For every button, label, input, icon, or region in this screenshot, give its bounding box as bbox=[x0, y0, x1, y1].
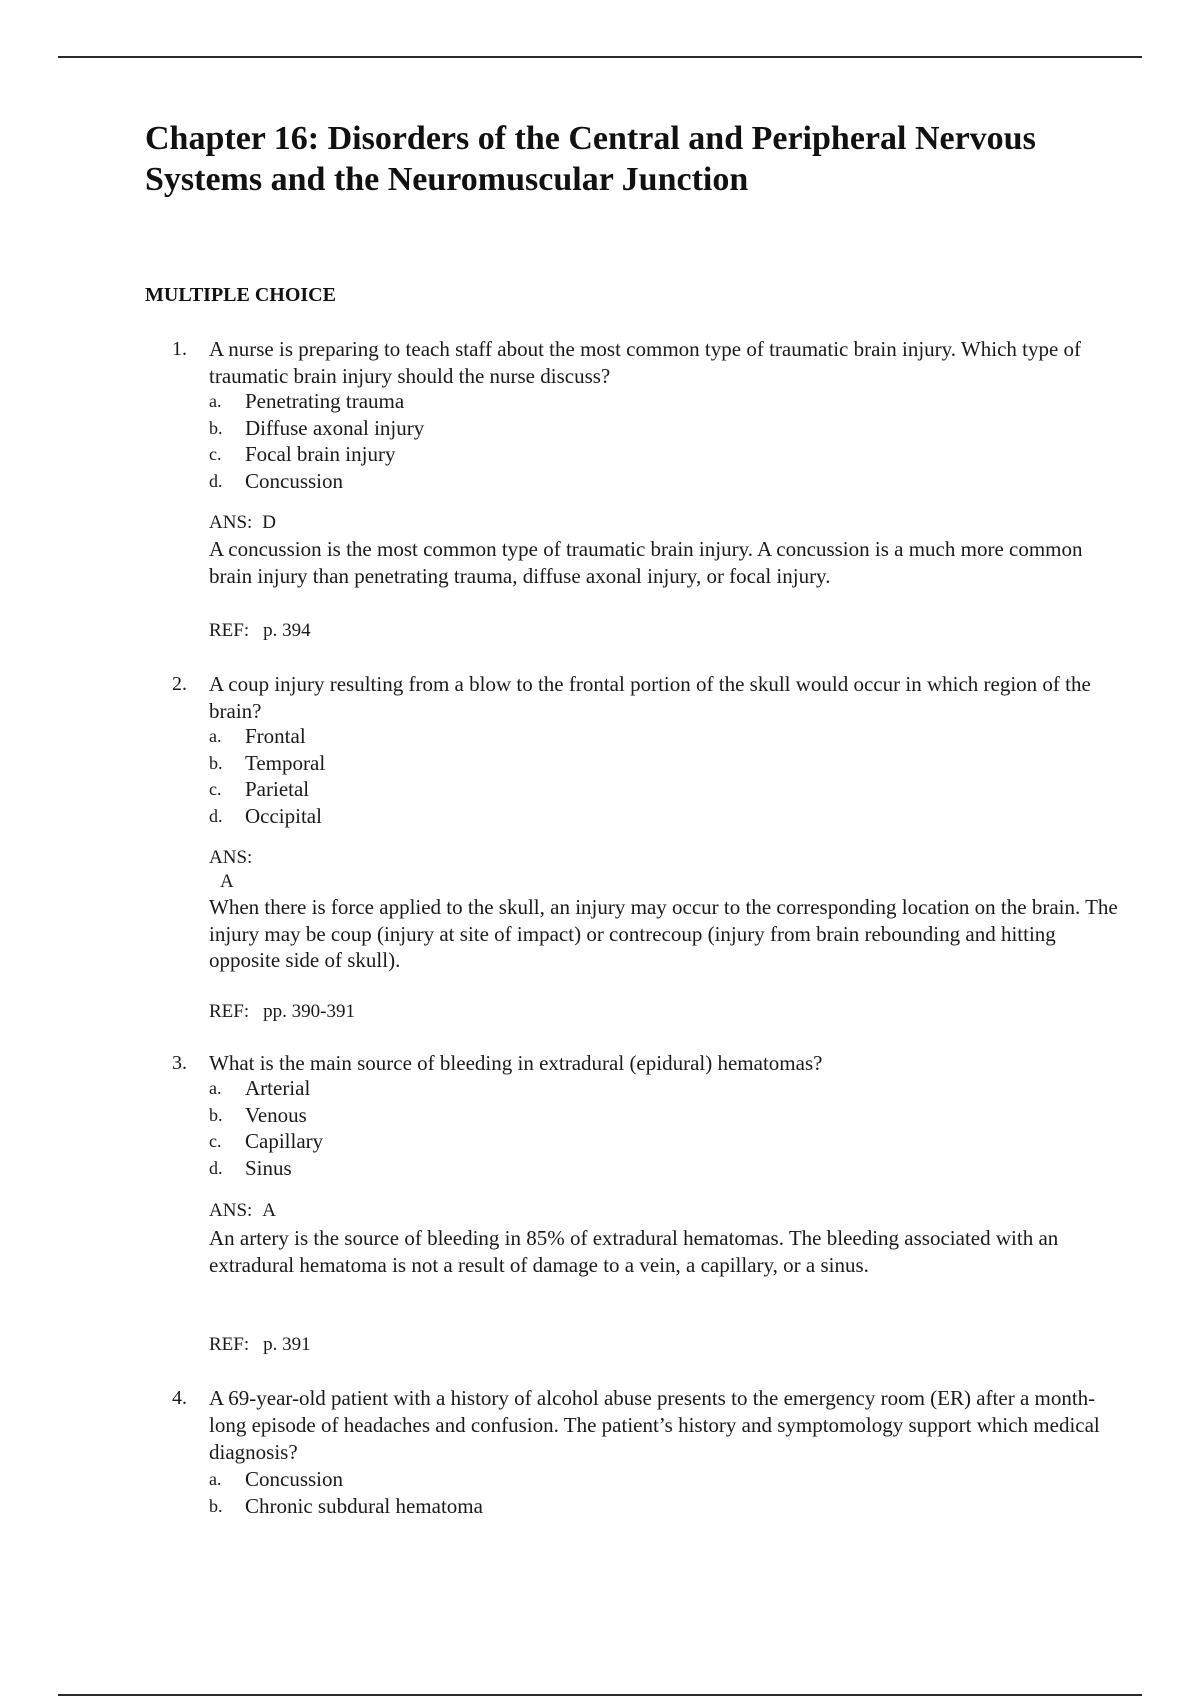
option-text: Venous bbox=[245, 1102, 307, 1127]
answer-value: D bbox=[262, 512, 277, 533]
option-text: Penetrating trauma bbox=[245, 389, 405, 413]
question-stem: A coup injury resulting from a blow to the frontal portion of the skull would occur in which region of the brain? bbox=[209, 672, 1091, 723]
option-text: Sinus bbox=[245, 1155, 292, 1180]
question-number: 3. bbox=[172, 1052, 187, 1074]
reference-label: REF: bbox=[209, 1001, 250, 1022]
option-letter: c. bbox=[209, 444, 222, 464]
option-text: Concussion bbox=[245, 468, 344, 493]
reference-value: p. 391 bbox=[263, 1334, 311, 1355]
answer-rationale: An artery is the source of bleeding in 85% of extradural hematomas. The bleeding associated with an extradural hematoma is not a result of damage to a vein, a capillary, or a sinus. bbox=[209, 1226, 1059, 1277]
question-number: 1. bbox=[172, 338, 187, 360]
answer-line bbox=[209, 510, 276, 536]
option-text: Arterial bbox=[245, 1076, 311, 1100]
option-letter: c. bbox=[209, 779, 222, 799]
reference-label: REF: bbox=[209, 620, 250, 641]
option-letter: b. bbox=[209, 752, 223, 773]
answer-line bbox=[209, 1198, 276, 1224]
option-text: Occipital bbox=[245, 803, 322, 828]
option-letter: a. bbox=[209, 1469, 222, 1489]
option-letter: b. bbox=[209, 1104, 223, 1125]
answer-rationale: A concussion is the most common type of traumatic brain injury. A concussion is a much more common brain injury than penetrating trauma, diffuse axonal injury, or focal injury. bbox=[209, 537, 1083, 588]
answer-value: A bbox=[220, 871, 234, 892]
option-letter: a. bbox=[209, 1078, 222, 1098]
chapter-title: Chapter 16: Disorders of the Central and Peripheral Nervous Systems and the Neuromuscular Junction bbox=[145, 120, 1036, 198]
answer-value: A bbox=[262, 1200, 277, 1221]
question-stem: A 69-year-old patient with a history of alcohol abuse presents to the emergency room (ER) after a month-long episode of headaches and confusion. The patient’s history and symptomology support which medical diagnosis? bbox=[209, 1386, 1100, 1464]
top-rule bbox=[58, 56, 1142, 58]
bottom-rule bbox=[58, 1694, 1142, 1696]
option-text: Chronic subdural hematoma bbox=[245, 1493, 483, 1518]
reference-value: pp. 390-391 bbox=[263, 1001, 355, 1022]
option-letter: b. bbox=[209, 1495, 223, 1516]
option-text: Focal brain injury bbox=[245, 442, 396, 466]
option-letter: c. bbox=[209, 1131, 222, 1151]
question-stem: A nurse is preparing to teach staff about the most common type of traumatic brain injury. Which type of traumatic brain injury should the nurse discuss? bbox=[209, 337, 1082, 388]
option-text: Capillary bbox=[245, 1129, 324, 1153]
option-text: Diffuse axonal injury bbox=[245, 415, 425, 440]
answer-line bbox=[209, 845, 252, 871]
answer-label: ANS: bbox=[209, 847, 253, 868]
option-text: Concussion bbox=[245, 1467, 344, 1491]
option-letter: a. bbox=[209, 726, 222, 746]
question-number: 4. bbox=[172, 1387, 187, 1409]
option-text: Parietal bbox=[245, 777, 310, 801]
reference-value: p. 394 bbox=[263, 620, 311, 641]
reference-line bbox=[209, 1332, 311, 1358]
option-letter: a. bbox=[209, 391, 222, 411]
answer-rationale: When there is force applied to the skull, an injury may occur to the corresponding location on the brain. The injury may be coup (injury at site of impact) or contrecoup (injury from brain rebounding and hitting opposite side of skull). bbox=[209, 895, 1118, 972]
question-stem: What is the main source of bleeding in extradural (epidural) hematomas? bbox=[209, 1051, 823, 1075]
answer-label: ANS: bbox=[209, 512, 253, 533]
section-heading: MULTIPLE CHOICE bbox=[145, 284, 336, 306]
option-letter: d. bbox=[209, 1157, 223, 1178]
answer-label: ANS: bbox=[209, 1200, 253, 1221]
reference-line bbox=[209, 999, 355, 1025]
question-number: 2. bbox=[172, 673, 187, 695]
option-text: Temporal bbox=[245, 750, 326, 775]
reference-label: REF: bbox=[209, 1334, 250, 1355]
option-letter: d. bbox=[209, 805, 223, 826]
option-text: Frontal bbox=[245, 724, 306, 748]
option-letter: d. bbox=[209, 470, 223, 491]
reference-line bbox=[209, 618, 311, 644]
option-letter: b. bbox=[209, 417, 223, 438]
